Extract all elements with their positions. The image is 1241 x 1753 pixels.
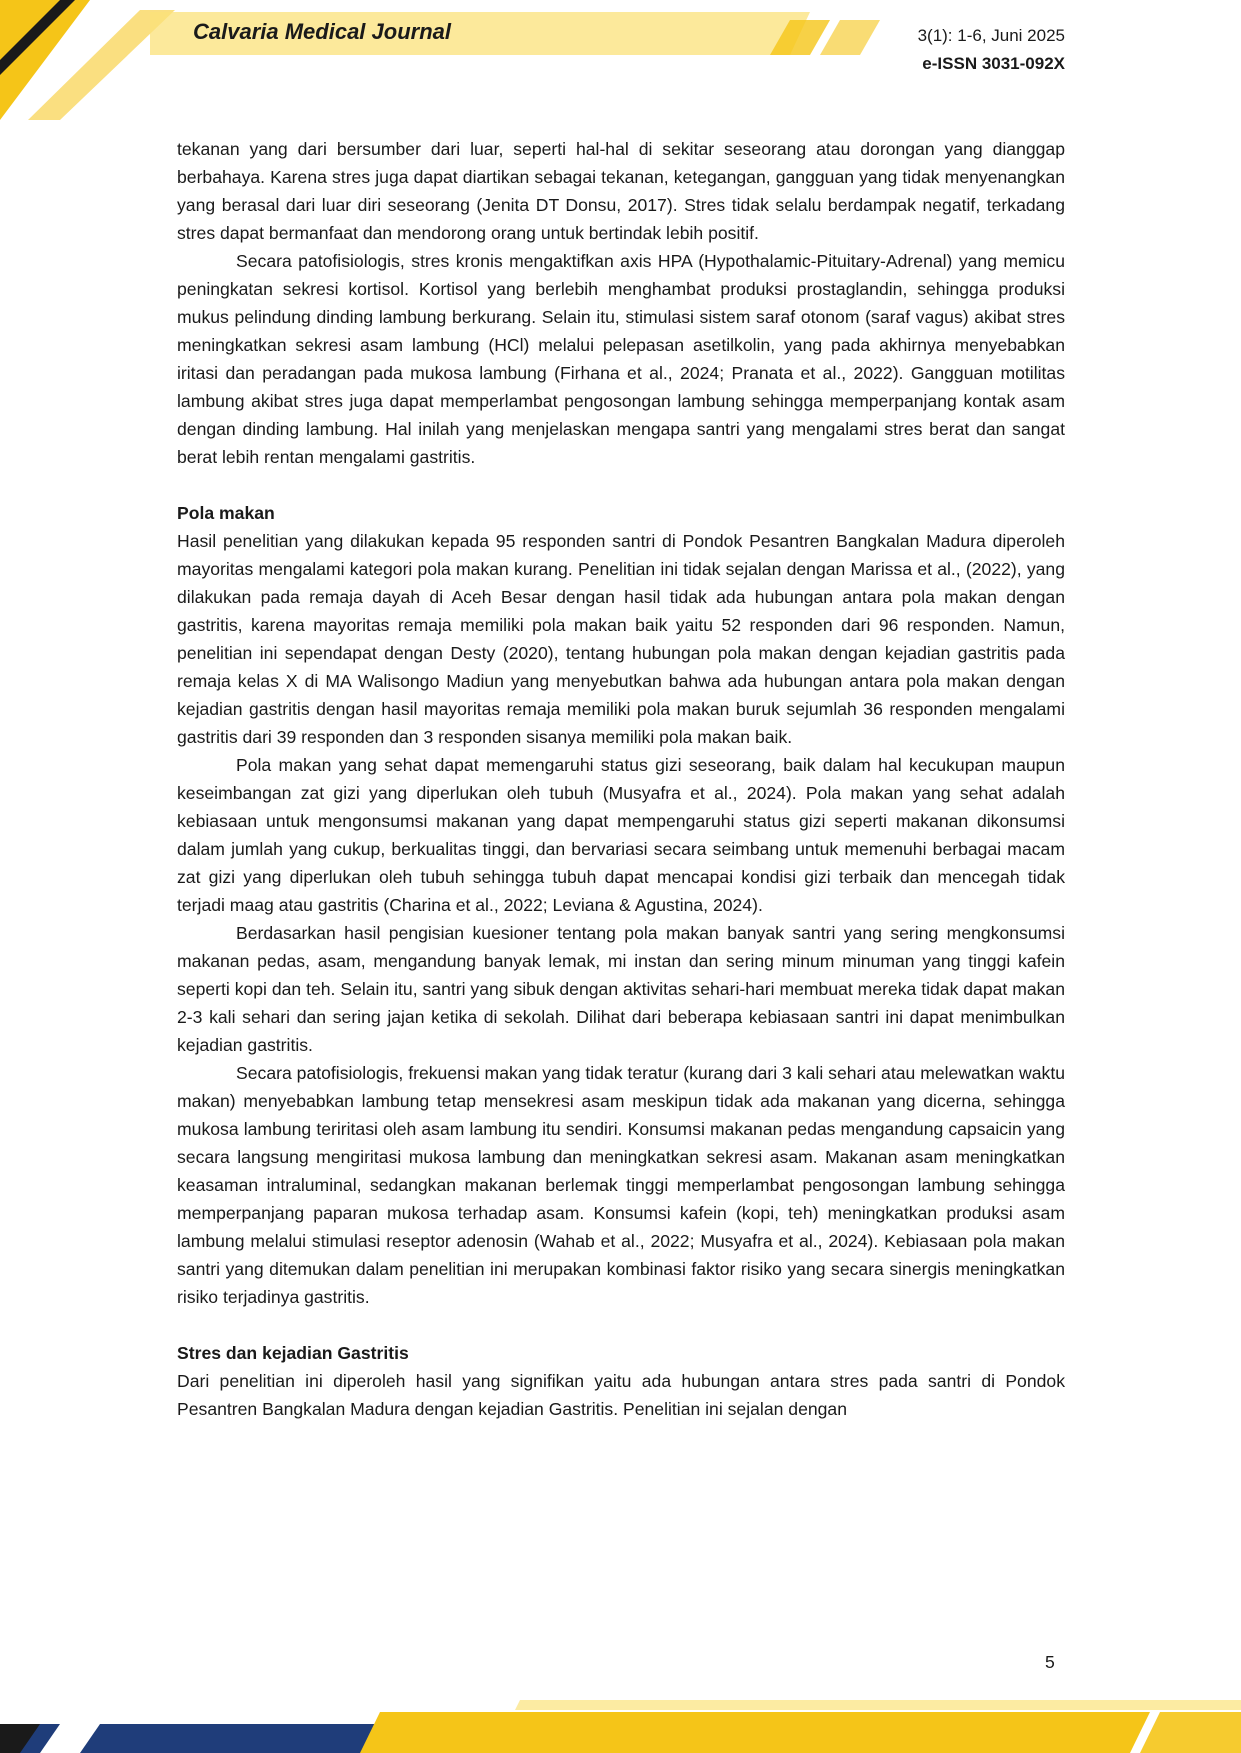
paragraph-pola-makan-results: Hasil penelitian yang dilakukan kepada 95 responden santri di Pondok Pesantren Bangkalan Madura diperoleh mayoritas mengalami kategori pola makan kurang. Penelitian ini tidak sejalan dengan Marissa et al., (2022), yang dilakukan pada remaja dayah di Aceh Besar dengan hasil tidak ada hubungan antara pola makan dengan gastritis, karena mayoritas remaja memiliki pola makan baik yaitu 52 responden dari 96 responden. Namun, penelitian ini sependapat dengan Desty (2020), tentang hubungan pola makan dengan kejadian gastritis pada remaja kelas X di MA Walisongo Madiun yang menyebutkan bahwa ada hubungan antara pola makan dengan kejadian gastritis dengan hasil mayoritas remaja memiliki pola makan buruk sejumlah 36 responden mengalami gastritis dari 39 responden dan 3 responden sisanya memiliki pola makan baik.	[177, 531, 1065, 747]
section-heading-pola-makan: Pola makan	[177, 503, 275, 523]
issue-info	[918, 22, 1065, 78]
footer-light-band	[515, 1700, 1241, 1710]
footer-decoration	[0, 1700, 1241, 1753]
footer-right-stripe	[1140, 1712, 1241, 1753]
paragraph-diet-pathophysiology: Secara patofisiologis, frekuensi makan yang tidak teratur (kurang dari 3 kali sehari atau melewatkan waktu makan) menyebabkan lambung tetap mensekresi asam meskipun tidak ada makanan yang dicerna, sehingga mukosa lambung teriritasi oleh asam lambung itu sendiri. Konsumsi makanan pedas mengandung capsaicin yang secara langsung mengiritasi mukosa lambung dan meningkatkan sekresi asam. Makanan asam meningkatkan keasaman intraluminal, sedangkan makanan berlemak tinggi memperlambat pengosongan lambung sehingga memperpanjang paparan mukosa terhadap asam. Konsumsi kafein (kopi, teh) meningkatkan produksi asam lambung melalui stimulasi reseptor adenosin (Wahab et al., 2022; Musyafra et al., 2024). Kebiasaan pola makan santri yang ditemukan dalam penelitian ini merupakan kombinasi faktor risiko yang secara sinergis meningkatkan risiko terjadinya gastritis.	[177, 1063, 1065, 1307]
section-spacer	[177, 1311, 1065, 1339]
paragraph-stress-gastritis: Dari penelitian ini diperoleh hasil yang signifikan yaitu ada hubungan antara stres pada santri di Pondok Pesantren Bangkalan Madura dengan kejadian Gastritis. Penelitian ini sejalan dengan	[177, 1371, 1065, 1419]
journal-title: Calvaria Medical Journal	[193, 19, 451, 44]
issn: e-ISSN 3031-092X	[922, 54, 1065, 73]
section-spacer	[177, 471, 1065, 499]
page-number: 5	[1045, 1652, 1055, 1672]
article-body	[177, 135, 1065, 1423]
paragraph-healthy-diet: Pola makan yang sehat dapat memengaruhi status gizi seseorang, baik dalam hal kecukupan maupun keseimbangan zat gizi yang diperlukan oleh tubuh (Musyafra et al., 2024). Pola makan yang sehat adalah kebiasaan untuk mengonsumsi makanan yang dapat mempengaruhi status gizi seperti makanan dikonsumsi dalam jumlah yang cukup, berkualitas tinggi, dan bervariasi secara seimbang untuk memenuhi berbagai macam zat gizi yang diperlukan oleh tubuh sehingga tubuh dapat mencapai kondisi gizi terbaik dan mencegah tidak terjadi maag atau gastritis (Charina et al., 2022; Leviana & Agustina, 2024).	[177, 755, 1065, 915]
paragraph-stress-pathophysiology: Secara patofisiologis, stres kronis mengaktifkan axis HPA (Hypothalamic-Pituitary-Adrenal) yang memicu peningkatan sekresi kortisol. Kortisol yang berlebih menghambat produksi prostaglandin, sehingga produksi mukus pelindung dinding lambung berkurang. Selain itu, stimulasi sistem saraf otonom (saraf vagus) akibat stres meningkatkan sekresi asam lambung (HCl) melalui pelepasan asetilkolin, yang pada akhirnya menyebabkan iritasi dan peradangan pada mukosa lambung (Firhana et al., 2024; Pranata et al., 2022). Gangguan motilitas lambung akibat stres juga dapat memperlambat pengosongan lambung sehingga memperpanjang kontak asam dengan dinding lambung. Hal inilah yang menjelaskan mengapa santri yang mengalami stres berat dan sangat berat lebih rentan mengalami gastritis.	[177, 251, 1065, 467]
paragraph-stress-definition: tekanan yang dari bersumber dari luar, seperti hal-hal di sekitar seseorang atau dorongan yang dianggap berbahaya. Karena stres juga dapat diartikan sebagai tekanan, ketegangan, gangguan yang tidak menyenangkan yang berasal dari luar diri seseorang (Jenita DT Donsu, 2017). Stres tidak selalu berdampak negatif, terkadang stres dapat bermanfaat dan mendorong orang untuk bertindak lebih positif.	[177, 139, 1065, 243]
section-heading-stres-gastritis: Stres dan kejadian Gastritis	[177, 1343, 409, 1363]
header-stripe-2	[820, 20, 880, 55]
volume-pages-date: 3(1): 1-6, Juni 2025	[917, 26, 1065, 45]
footer-yellow-band	[360, 1712, 1150, 1753]
paragraph-questionnaire: Berdasarkan hasil pengisian kuesioner tentang pola makan banyak santri yang sering mengkonsumsi makanan pedas, asam, mengandung banyak lemak, mi instan dan sering minum minuman yang tinggi kafein seperti kopi dan teh. Selain itu, santri yang sibuk dengan aktivitas sehari-hari membuat mereka tidak dapat makan 2-3 kali sehari dan sering jajan ketika di sekolah. Dilihat dari beberapa kebiasaan santri ini dapat menimbulkan kejadian gastritis.	[177, 923, 1065, 1055]
